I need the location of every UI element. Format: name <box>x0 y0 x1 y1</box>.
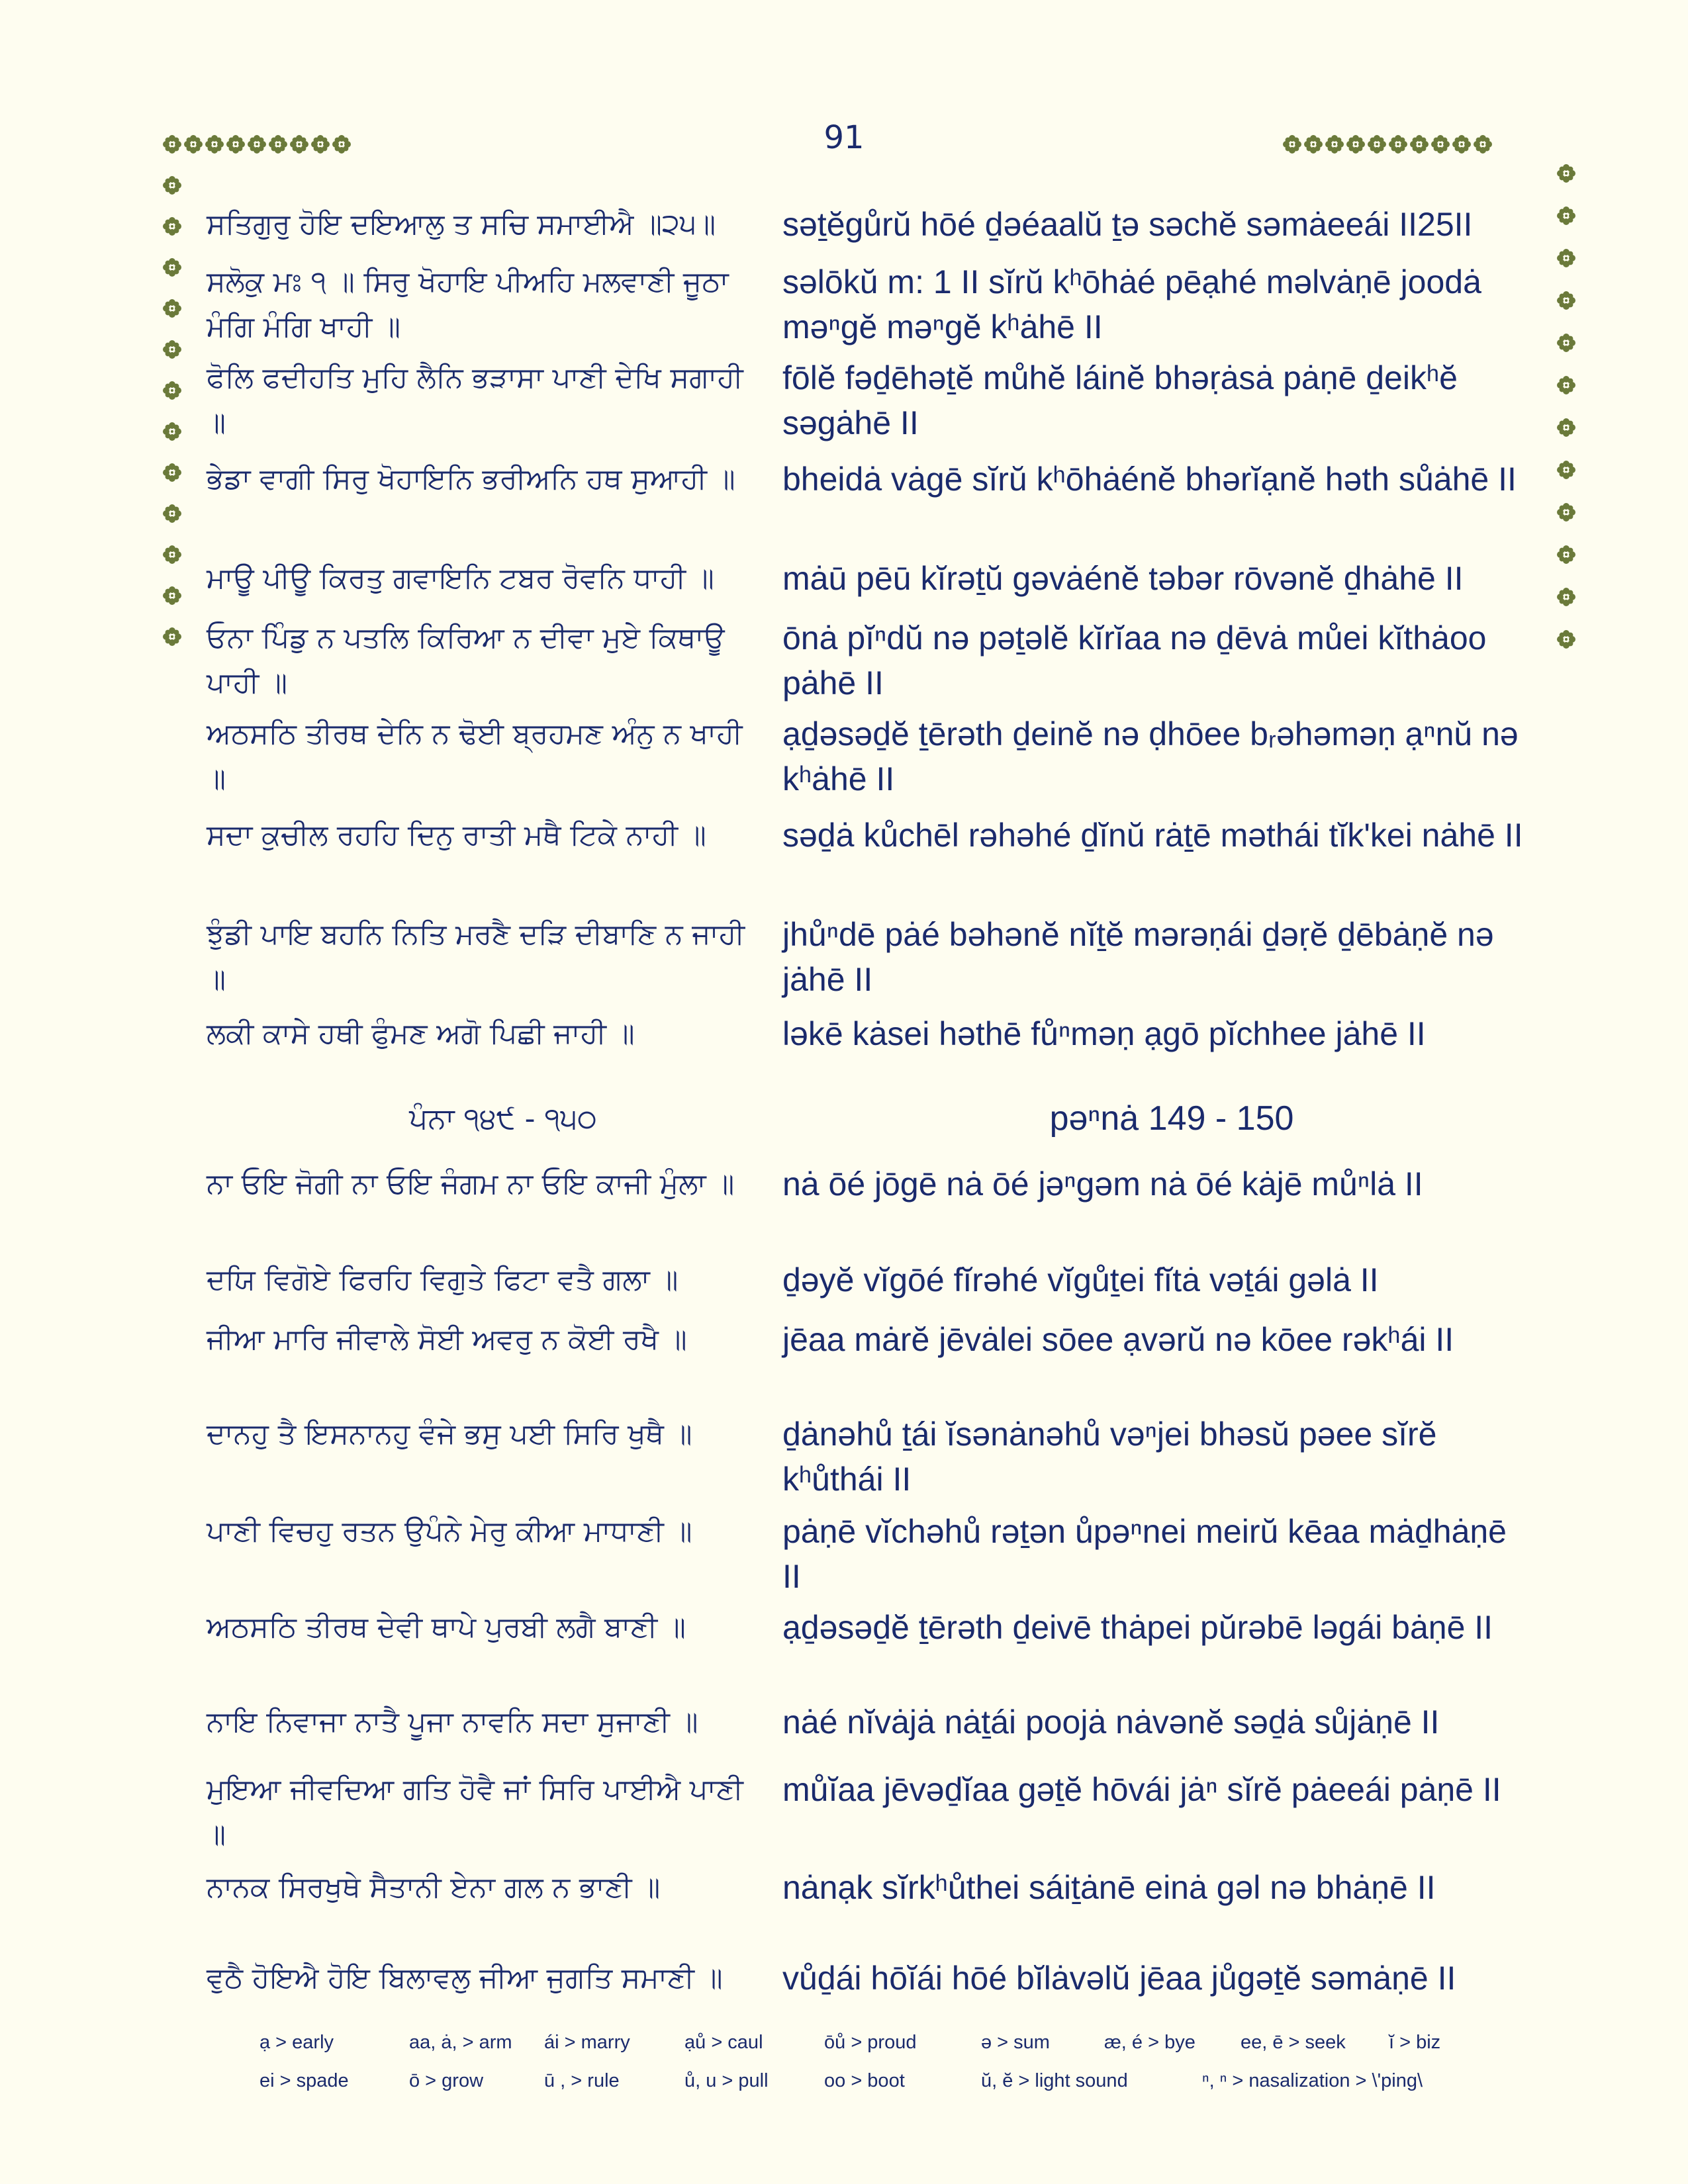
transliteration-line: můĭaa jēvəḏĭaa gəṯĕ hōvái jȧⁿ sĭrĕ pȧeeái pȧṇē II <box>782 1771 1501 1808</box>
flower-ornament-icon <box>163 258 181 277</box>
flower-ornament-icon <box>1283 135 1301 154</box>
flower-ornament-icon <box>163 504 181 523</box>
flower-ornament-icon <box>184 135 203 154</box>
legend-item: ái > marry <box>544 2032 630 2053</box>
flower-ornament-icon <box>1557 249 1575 267</box>
flower-ornament-icon <box>1557 630 1575 649</box>
gurmukhi-line: ਅਠਸਠਿ ਤੀਰਥ ਦੇਵੀ ਥਾਪੇ ਪੁਰਬੀ ਲਗੈ ਬਾਣੀ ॥ <box>207 1611 686 1644</box>
transliteration-line: jēaa mȧrĕ jēvȧlei sōee ạvərŭ nə kōee rəkʰái II <box>782 1321 1454 1358</box>
legend-item: aa, ȧ, > arm <box>409 2032 512 2053</box>
flower-ornament-icon <box>163 381 181 400</box>
legend-item: ee, ē > seek <box>1241 2032 1346 2053</box>
legend-item: ei > spade <box>259 2070 349 2091</box>
transliteration-line: pȧṇē vĭchəhů rəṯən ůpəⁿnei meirŭ kēaa mȧḏhȧṇē II <box>782 1513 1507 1595</box>
gurmukhi-line: ਅਠਸਠਿ ਤੀਰਥ ਦੇਨਿ ਨ ਢੋਈ ਬ੍ਰਹਮਣ ਅੰਨੁ ਨ ਖਾਹੀ ॥ <box>207 717 743 796</box>
gurmukhi-line: ਮੁਇਆ ਜੀਵਦਿਆ ਗਤਿ ਹੋਵੈ ਜਾਂ ਸਿਰਿ ਪਾਈਐ ਪਾਣੀ ॥ <box>207 1773 743 1851</box>
verse-row <box>0 202 1688 248</box>
flower-ornament-icon <box>163 463 181 482</box>
flower-ornament-icon <box>1557 588 1575 606</box>
section-heading-gurmukhi: ਪੰਨਾ ੧੪੯ - ੧੫੦ <box>409 1102 597 1136</box>
gurmukhi-line: ਦਯਿ ਵਿਗੋਏ ਫਿਰਹਿ ਵਿਗੁਤੇ ਫਿਟਾ ਵਤੈ ਗਲਾ ॥ <box>207 1263 679 1297</box>
flower-ornament-icon <box>1557 334 1575 352</box>
flower-ornament-icon <box>1431 135 1450 154</box>
transliteration-line: nȧ ōé jōgē nȧ ōé jəⁿgəm nȧ ōé kȧjē můⁿlȧ II <box>782 1165 1423 1203</box>
flower-ornament-icon <box>248 135 266 154</box>
legend-item: ạů > caul <box>684 2032 763 2053</box>
transliteration-line: ḏȧnəhů ṯái ĭsənȧnəhů vəⁿjei bhəsŭ pəee sĭrĕ kʰůthái II <box>782 1416 1437 1498</box>
gurmukhi-line: ਝੁੰਡੀ ਪਾਇ ਬਹਨਿ ਨਿਤਿ ਮਰਣੈ ਦੜਿ ਦੀਬਾਣਿ ਨ ਜਾਹੀ ॥ <box>207 918 745 996</box>
flower-ornament-icon <box>332 135 351 154</box>
gurmukhi-line: ਲਕੀ ਕਾਸੇ ਹਥੀ ਫੁੰਮਣ ਅਗੋ ਪਿਛੀ ਜਾਹੀ ॥ <box>207 1017 635 1050</box>
legend-item: ōů > proud <box>824 2032 917 2053</box>
flower-ornament-icon <box>163 627 181 646</box>
flower-ornament-icon <box>163 545 181 564</box>
gurmukhi-line: ਦਾਨਹੁ ਤੈ ਇਸਨਾਨਹੁ ਵੰਜੇ ਭਸੁ ਪਈ ਸਿਰਿ ਖੁਥੈ ॥ <box>207 1418 692 1451</box>
legend-item: ĭ > biz <box>1389 2032 1441 2053</box>
transliteration-line: ləkē kȧsei həthē fůⁿməṇ ạgō pĭchhee jȧhē II <box>782 1015 1426 1052</box>
gurmukhi-line: ਸਤਿਗੁਰੁ ਹੋਇ ਦਇਆਲੁ ਤ ਸਚਿ ਸਮਾਈਐ ॥੨੫॥ <box>207 208 716 241</box>
pronunciation-legend <box>0 2025 1688 2105</box>
gurmukhi-line: ਜੀਆ ਮਾਰਿ ਜੀਵਾਲੇ ਸੋਈ ਅਵਰੁ ਨ ਕੋਈ ਰਖੈ ॥ <box>207 1323 687 1356</box>
flower-ornament-icon <box>163 135 181 154</box>
transliteration-line: fōlĕ fəḏēhəṯĕ můhĕ láinĕ bhəṛȧsȧ pȧṇē ḏeikʰĕ səgȧhē II <box>782 359 1458 441</box>
transliteration-line: ạḏəsəḏĕ ṯērəth ḏeinĕ nə ḍhōee bᵣəhəməṇ ạⁿnŭ nə kʰȧhē II <box>782 715 1519 797</box>
transliteration-line: səḏȧ kůchēl rəhəhé ḏĭnŭ rȧṯē məthái tĭk'kei nȧhē II <box>782 817 1523 854</box>
flower-ornament-icon <box>1557 164 1575 183</box>
flower-ornament-icon <box>205 135 224 154</box>
legend-item: ō > grow <box>409 2070 484 2091</box>
gurmukhi-line: ਸਦਾ ਕੁਚੀਲ ਰਹਹਿ ਦਿਨੁ ਰਾਤੀ ਮਥੈ ਟਿਕੇ ਨਾਹੀ ॥ <box>207 819 706 852</box>
legend-item: æ, é > bye <box>1104 2032 1196 2053</box>
legend-item: ū , > rule <box>544 2070 620 2091</box>
legend-item: ŭ, ĕ > light sound <box>981 2070 1128 2091</box>
gurmukhi-line: ਫੋਲਿ ਫਦੀਹਤਿ ਮੁਹਿ ਲੈਨਿ ਭੜਾਸਾ ਪਾਣੀ ਦੇਖਿ ਸਗਾਹੀ ॥ <box>207 361 743 439</box>
transliteration-line: nȧé nĭvȧjȧ nȧṯái poojȧ nȧvənĕ səḏȧ sůjȧṇē II <box>782 1704 1440 1741</box>
legend-item: ạ > early <box>259 2032 334 2053</box>
flower-ornament-icon <box>1346 135 1365 154</box>
flower-ornament-icon <box>163 176 181 195</box>
gurmukhi-line: ਨਾ ਓਇ ਜੋਗੀ ਨਾ ਓਇ ਜੰਗਮ ਨਾ ਓਇ ਕਾਜੀ ਮੁੰਲਾ ॥ <box>207 1167 735 1201</box>
flower-ornament-icon <box>163 422 181 441</box>
gurmukhi-line: ਮਾਊ ਪੀਊ ਕਿਰਤੁ ਗਵਾਇਨਿ ਟਬਰ ਰੋਵਨਿ ਧਾਹੀ ॥ <box>207 562 714 595</box>
flower-ornament-icon <box>1557 291 1575 310</box>
flower-ornament-icon <box>1557 461 1575 479</box>
legend-item: ə > sum <box>981 2032 1050 2053</box>
gurmukhi-line: ਨਾਨਕ ਸਿਰਖੁਥੇ ਸੈਤਾਨੀ ਏਨਾ ਗਲ ਨ ਭਾਣੀ ॥ <box>207 1871 661 1904</box>
transliteration-line: bheidȧ vȧgē sĭrŭ kʰōhȧénĕ bhərĭạnĕ həth sůȧhē II <box>782 461 1517 498</box>
transliteration-line: jhůⁿdē pȧé bəhənĕ nĭṯĕ mərəṇái ḏəṛĕ ḏēbȧṇĕ nə jȧhē II <box>782 916 1494 998</box>
flower-ornament-icon <box>163 299 181 318</box>
flower-ornament-icon <box>269 135 287 154</box>
flower-ornament-icon <box>1557 545 1575 564</box>
gurmukhi-line: ਭੇਡਾ ਵਾਗੀ ਸਿਰੁ ਖੋਹਾਇਨਿ ਭਰੀਅਨਿ ਹਥ ਸੁਆਹੀ ॥ <box>207 463 735 496</box>
flower-ornament-icon <box>1389 135 1407 154</box>
transliteration-line: nȧnạk sĭrkʰůthei sáiṯȧnē einȧ gəl nə bhȧṇē II <box>782 1869 1436 1906</box>
flower-ornament-icon <box>226 135 245 154</box>
gurmukhi-line: ਓਨਾ ਪਿੰਡੁ ਨ ਪਤਲਿ ਕਿਰਿਆ ਨ ਦੀਵਾ ਮੁਏ ਕਿਥਾਊ ਪਾਹੀ ॥ <box>207 621 725 700</box>
transliteration-line: ḏəyĕ vĭgōé fĭrəhé vĭgůṯei fĭtȧ vəṯái gəlȧ II <box>782 1261 1379 1298</box>
flower-ornament-icon <box>1557 503 1575 522</box>
flower-ornament-icon <box>311 135 330 154</box>
gurmukhi-line: ਸਲੋਕੁ ਮਃ ੧ ॥ ਸਿਰੁ ਖੋਹਾਇ ਪੀਅਹਿ ਮਲਵਾਣੀ ਜੂਠਾ ਮੰਗਿ ਮੰਗਿ ਖਾਹੀ ॥ <box>207 265 729 343</box>
flower-ornament-icon <box>1452 135 1471 154</box>
flower-ornament-icon <box>163 340 181 359</box>
flower-ornament-icon <box>1474 135 1492 154</box>
transliteration-line: səlōkŭ m: 1 II sĭrŭ kʰōhȧé pēạhé məlvȧṇē joodȧ məⁿgĕ məⁿgĕ kʰȧhē II <box>782 263 1481 345</box>
transliteration-line: vůḏái hōĭái hōé bĭlȧvəlŭ jēaa jůgəṯĕ səmȧṇē II <box>782 1960 1456 1997</box>
flower-ornament-icon <box>163 586 181 605</box>
flower-ornament-icon <box>1304 135 1323 154</box>
flower-ornament-icon <box>1325 135 1344 154</box>
flower-ornament-icon <box>1368 135 1386 154</box>
page-number: 91 <box>823 119 865 156</box>
legend-item: ⁿ, ⁿ > nasalization > \'ping\ <box>1202 2070 1423 2091</box>
transliteration-line: mȧū pēū kĭrəṯŭ gəvȧénĕ təbər rōvənĕ ḏhȧhē II <box>782 560 1464 597</box>
transliteration-line: ōnȧ pĭⁿdŭ nə pəṯəlĕ kĭrĭaa nə ḏēvȧ můei kĭthȧoo pȧhē II <box>782 619 1487 702</box>
flower-ornament-icon <box>1557 376 1575 394</box>
gurmukhi-line: ਨਾਇ ਨਿਵਾਜਾ ਨਾਤੈ ਪੂਜਾ ਨਾਵਨਿ ਸਦਾ ਸੁਜਾਣੀ ॥ <box>207 1706 698 1739</box>
flower-ornament-icon <box>1557 418 1575 437</box>
gurmukhi-line: ਵੁਠੈ ਹੋਇਐ ਹੋਇ ਬਿਲਾਵਲੁ ਜੀਆ ਜੁਗਤਿ ਸਮਾਣੀ ॥ <box>207 1962 723 1995</box>
legend-item: oo > boot <box>824 2070 905 2091</box>
flower-ornament-icon <box>290 135 308 154</box>
section-heading-transliteration: pəⁿnȧ 149 - 150 <box>1049 1099 1294 1138</box>
legend-item: ů, u > pull <box>684 2070 769 2091</box>
gurmukhi-line: ਪਾਣੀ ਵਿਚਹੁ ਰਤਨ ਉਪੰਨੇ ਮੇਰੁ ਕੀਆ ਮਾਧਾਣੀ ॥ <box>207 1515 692 1548</box>
transliteration-line: ạḏəsəḏĕ ṯērəth ḏeivē thȧpei pŭrəbē ləgái bȧṇē II <box>782 1609 1493 1646</box>
transliteration-line: səṯĕgůrŭ hōé ḏəéaalŭ ṯə səchĕ səmȧeeái II25II <box>782 206 1473 243</box>
flower-ornament-icon <box>1410 135 1429 154</box>
